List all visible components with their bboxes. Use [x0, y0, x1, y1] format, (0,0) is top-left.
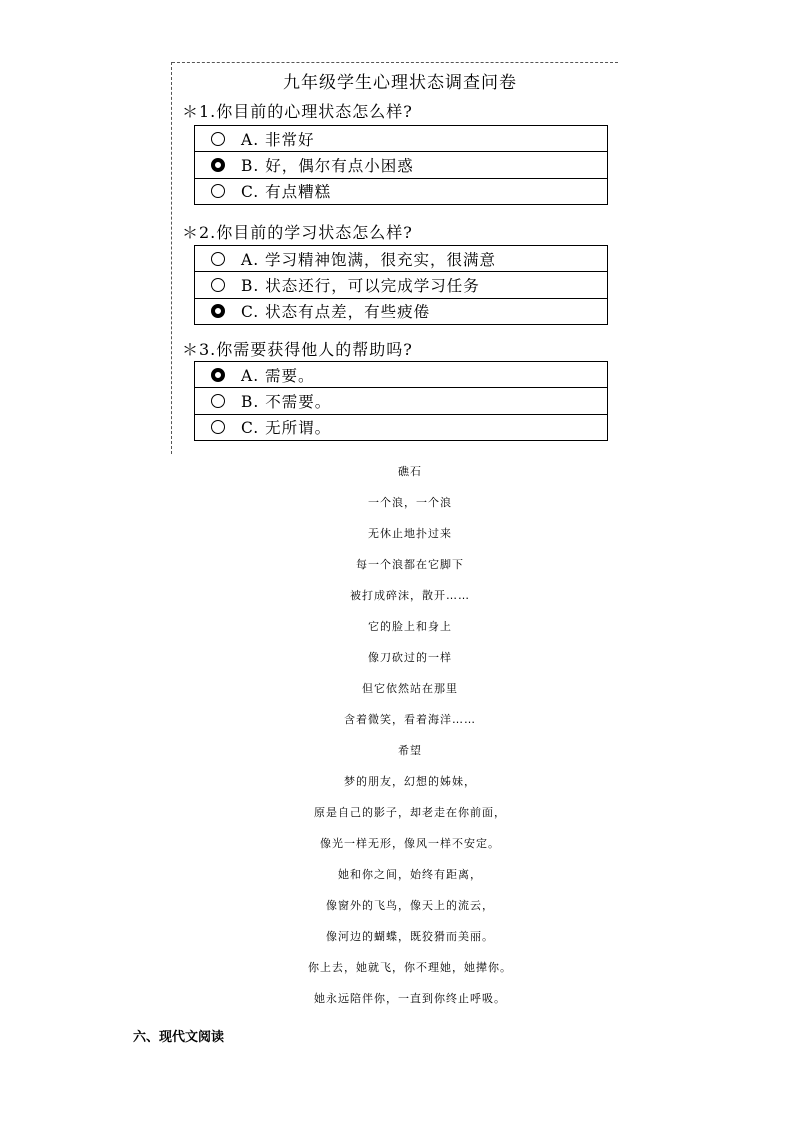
survey-title: 九年级学生心理状态调查问卷 [283, 73, 517, 93]
radio-icon[interactable] [211, 420, 225, 434]
section-heading: 六、现代文阅读 [133, 1030, 225, 1045]
radio-selected-icon[interactable] [211, 368, 225, 382]
option-label: C. 状态有点差，有些疲倦 [241, 303, 431, 322]
poem-line: 梦的朋友，幻想的姊妹， [344, 775, 476, 788]
poem-line: 像刀砍过的一样 [368, 651, 452, 664]
poem-line: 原是自己的影子，却老走在你前面， [314, 806, 506, 819]
question-3-text: ＊3.你需要获得他人的帮助吗? [182, 340, 413, 359]
poem-line: 像窗外的飞鸟，像天上的流云， [326, 899, 494, 912]
option-label: C. 无所谓。 [241, 419, 332, 438]
dashed-border-top [172, 62, 618, 63]
poem-line: 每一个浪都在它脚下 [356, 558, 464, 571]
poem-line: 无休止地扑过来 [368, 527, 452, 540]
question-2-text: ＊2.你目前的学习状态怎么样? [182, 223, 413, 242]
question-3-options [194, 361, 608, 441]
poem-line: 你上去，她就飞，你不理她，她撵你。 [308, 961, 512, 974]
option-label: C. 有点糟糕 [241, 183, 332, 202]
poem-line: 像光一样无形，像风一样不安定。 [320, 837, 500, 850]
poem-line: 它的脸上和身上 [368, 620, 452, 633]
option-3c[interactable] [195, 415, 607, 440]
poem-line: 含着微笑，看着海洋…… [344, 713, 476, 726]
poem-line: 一个浪，一个浪 [368, 496, 452, 509]
option-label: A. 非常好 [241, 130, 315, 149]
question-2-options [194, 245, 608, 325]
poem-line: 但它依然站在那里 [362, 682, 458, 695]
radio-icon[interactable] [211, 394, 225, 408]
radio-icon[interactable] [211, 278, 225, 292]
radio-selected-icon[interactable] [211, 158, 225, 172]
option-2c[interactable] [195, 299, 607, 324]
option-3b[interactable] [195, 388, 607, 414]
radio-icon[interactable] [211, 184, 225, 198]
option-label: B. 好，偶尔有点小困惑 [241, 156, 414, 175]
poem-title-reef: 礁石 [398, 465, 422, 478]
option-1a[interactable] [195, 126, 607, 152]
poem-title-hope: 希望 [398, 744, 422, 757]
poem-line: 被打成碎沫，散开…… [350, 589, 470, 602]
option-3a[interactable] [195, 362, 607, 388]
radio-icon[interactable] [211, 252, 225, 266]
radio-icon[interactable] [211, 132, 225, 146]
option-label: A. 需要。 [241, 366, 315, 385]
option-label: B. 状态还行，可以完成学习任务 [241, 276, 480, 295]
poem-line: 她永远陪伴你，一直到你终止呼吸。 [314, 992, 506, 1005]
option-1c[interactable] [195, 179, 607, 204]
question-1-options [194, 125, 608, 205]
option-label: A. 学习精神饱满，很充实，很满意 [241, 250, 497, 269]
radio-selected-icon[interactable] [211, 304, 225, 318]
poem-line: 像河边的蝴蝶，既狡猾而美丽。 [326, 930, 494, 943]
option-2a[interactable] [195, 246, 607, 272]
poem-line: 她和你之间，始终有距离， [338, 868, 482, 881]
option-label: B. 不需要。 [241, 392, 332, 411]
dashed-border-left [171, 62, 172, 454]
option-1b[interactable] [195, 152, 607, 178]
option-2b[interactable] [195, 272, 607, 298]
question-1-text: ＊1.你目前的心理状态怎么样? [182, 102, 413, 121]
